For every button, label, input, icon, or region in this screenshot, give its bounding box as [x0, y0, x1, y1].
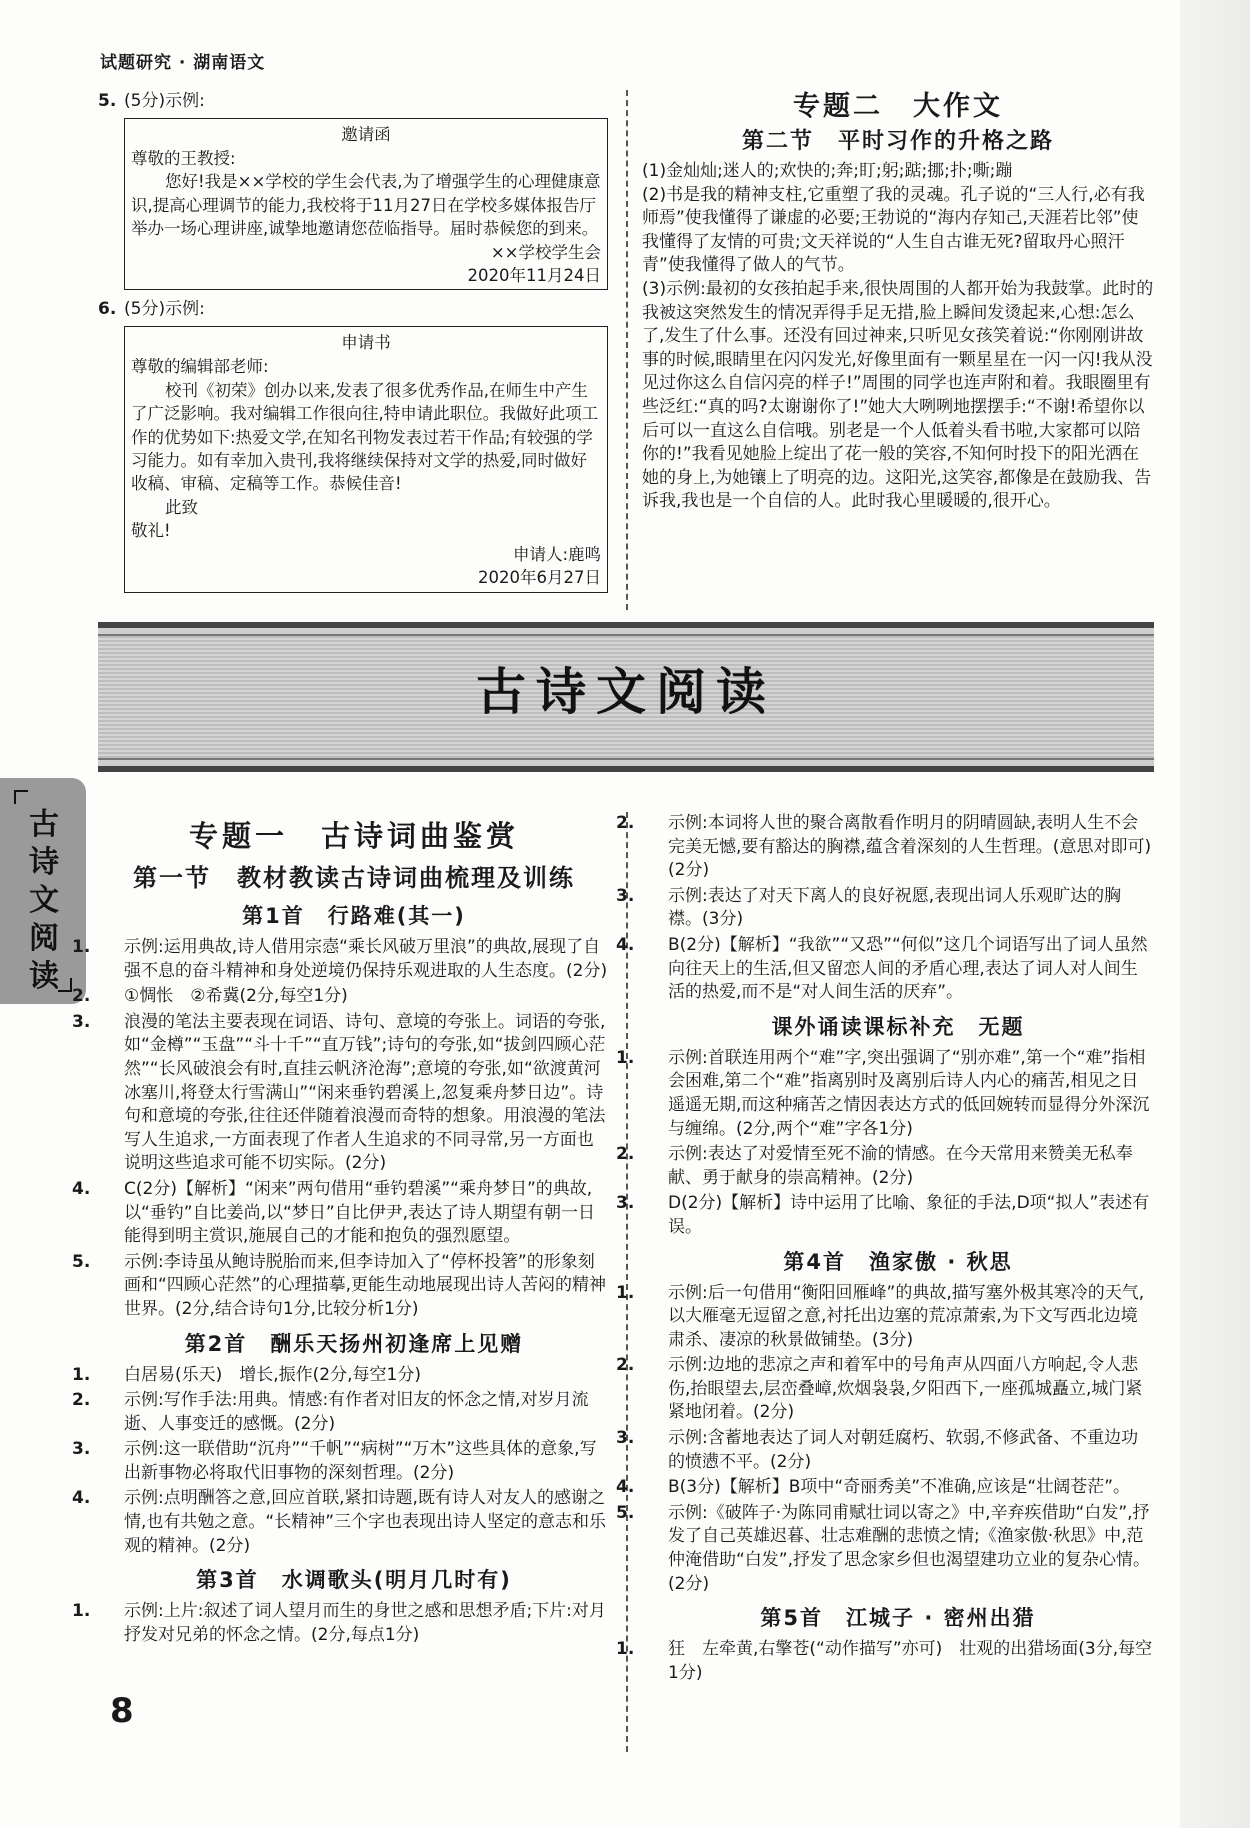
- answer-text: 浪漫的笔法主要表现在词语、诗句、意境的夸张上。词语的夸张,如“金樽”“玉盘”“斗十千”“直万钱”;诗句的夸张,如“拔剑四顾心茫然”“长风破浪会有时,直挂云帆济沧海”;意境的夸张,如“欲渡黄河冰塞川,将登太行雪满山”“闲来垂钓碧溪上,忽复乘舟梦日边”。诗句和意境的夸张,往往还伴随着浪漫而奇特的想象。用浪漫的笔法写人生追求,一方面表现了作者人生追求的不同寻常,另一方面也说明这些追求可能不切实际。(2分): [124, 1011, 606, 1174]
- question-5: [98, 90, 608, 290]
- answer-item: [616, 1143, 1154, 1190]
- side-tab: [0, 778, 86, 1004]
- column-divider-top: [626, 90, 628, 610]
- letter-body: 您好!我是××学校的学生会代表,为了增强学生的心理健康意识,提高心理调节的能力,我校将于11月27日在学校多媒体报告厅举办一场心理讲座,诚挚地邀请您莅临指导。届时恭候您的到来。: [131, 172, 601, 239]
- answer-number: 1.: [616, 1639, 635, 1660]
- answer-number: 1.: [616, 1047, 635, 1068]
- answer-text: 示例:表达了对爱情至死不渝的情感。在今天常用来赞美无私奉献、勇于献身的崇高精神。(2分): [668, 1144, 1133, 1188]
- answer-item: [72, 1251, 610, 1322]
- section-heading: 第一节 教材教读古诗词曲梳理及训练: [133, 864, 575, 892]
- answer-item: [616, 1354, 1154, 1425]
- answer-text: 示例:运用典故,诗人借用宗悫“乘长风破万里浪”的典故,展现了自强不息的奋斗精神和身处逆境仍保持乐观进取的人生态度。(2分): [124, 937, 608, 981]
- extra-poem-answers: [616, 1047, 1154, 1240]
- answer-item: [616, 1502, 1154, 1596]
- answer-text: 示例:含蓄地表达了词人对朝廷腐朽、软弱,不修武备、不重边功的愤懑不平。(2分): [668, 1428, 1139, 1472]
- answer-text: 示例:点明酬答之意,回应首联,紧扣诗题,既有诗人对友人的感谢之情,也有共勉之意。“长精神”三个字也表现出诗人坚定的意志和乐观的精神。(2分): [124, 1488, 607, 1556]
- answer-number: 4.: [72, 1488, 91, 1509]
- invitation-letter-box: [124, 118, 608, 291]
- answer-item: [72, 1389, 610, 1436]
- answer-item: [72, 1011, 610, 1176]
- answer-item: [616, 934, 1154, 1005]
- right-top-column: [642, 88, 1154, 514]
- letter-date: 2020年6月27日: [478, 568, 601, 588]
- essay-part-3: (3)示例:最初的女孩拍起手来,很快周围的人都开始为我鼓掌。此时的我被这突然发生的情况弄得手足无措,脸上瞬间发烫起来,心想:怎么了,发生了什么事。还没有回过神来,只听见女孩笑着说:“你刚刚讲故事的时候,眼睛里在闪闪发光,好像里面有一颗星星在一闪一闪!我从没见过你这么自信闪亮的样子!”周围的同学也连声附和着。我眼圈里有些泛红:“真的吗?太谢谢你了!”她大大咧咧地摆摆手:“不谢!希望你以后可以一直这么自信哦。别老是一个人低着头看书啦,大家都可以陪你的!”我看见她脸上绽出了花一般的笑容,不知何时投下的阳光洒在她的身上,为她镶上了明亮的边。这阳光,这笑容,都像是在鼓励我、告诉我,我也是一个自信的人。此时我心里暖暖的,很开心。: [642, 278, 1154, 512]
- question-number: 6.: [98, 299, 117, 320]
- question-intro: (5分)示例:: [124, 91, 205, 111]
- answer-text: B(2分)【解析】“我欲”“又恐”“何似”这几个词语写出了词人虽然向往天上的生活,但又留恋人间的矛盾心理,表达了词人对人间生活的热爱,而不是“对人间生活的厌弃”。: [668, 934, 1148, 1003]
- page-edge-shadow: [1180, 0, 1250, 1828]
- answer-number: 3.: [72, 1439, 91, 1460]
- application-letter-box: [124, 326, 608, 592]
- letter-body: 校刊《初荣》创办以来,发表了很多优秀作品,在师生中产生了广泛影响。我对编辑工作很向往,特申请此职位。我做好此项工作的优势如下:热爱文学,在知名刊物发表过若干作品;有较强的学习能力。如有幸加入贵刊,我将继续保持对文学的热爱,同时做好收稿、审稿、定稿等工作。恭候佳音!: [131, 380, 599, 494]
- answer-number: 2.: [72, 1390, 91, 1411]
- running-header: 试题研究 · 湖南语文: [100, 53, 266, 73]
- answer-number: 4.: [616, 1477, 635, 1498]
- letter-closing-salute: 敬礼!: [131, 521, 171, 541]
- answer-item: [616, 1427, 1154, 1474]
- answer-item: [72, 1600, 610, 1647]
- letter-salutation: 尊敬的王教授:: [131, 149, 236, 168]
- answer-number: 1.: [72, 1601, 91, 1622]
- topic-heading: 专题一 古诗词曲鉴赏: [188, 819, 519, 853]
- answer-number: 4.: [72, 1178, 91, 1199]
- answer-text: 白居易(乐天) 增长,振作(2分,每空1分): [124, 1364, 421, 1385]
- question-6: [98, 298, 608, 592]
- poem-2-answers: [72, 1364, 610, 1559]
- poem-heading-4: 第4首 渔家傲 · 秋思: [783, 1249, 1013, 1274]
- letter-salutation: 尊敬的编辑部老师:: [131, 357, 269, 377]
- question-number: 5.: [98, 91, 117, 111]
- answer-item: [72, 1487, 610, 1558]
- poem-3-answers: [72, 1600, 610, 1647]
- answer-number: 1.: [616, 1282, 635, 1303]
- answer-item: [616, 885, 1154, 932]
- poem-heading-3: 第3首 水调歌头(明月几时有): [196, 1568, 512, 1593]
- answer-number: 1.: [72, 937, 91, 957]
- answer-text: 示例:写作手法:用典。情感:有作者对旧友的怀念之情,对岁月流逝、人事变迁的感慨。(2分): [124, 1390, 589, 1434]
- answer-number: 5.: [72, 1251, 91, 1272]
- answer-text: 示例:上片:叙述了词人望月而生的身世之感和思想矛盾;下片:对月抒发对兄弟的怀念之情。(2分,每点1分): [124, 1601, 606, 1645]
- answer-text: 示例:李诗虽从鲍诗脱胎而来,但李诗加入了“停杯投箸”的形象刻画和“四顾心茫然”的心理描摹,更能生动地展现出诗人苦闷的精神世界。(2分,结合诗句1分,比较分析1分): [124, 1251, 607, 1319]
- answer-text: 示例:边地的悲凉之声和着军中的号角声从四面八方响起,令人悲伤,抬眼望去,层峦叠嶂,炊烟袅袅,夕阳西下,一座孤城矗立,城门紧紧地闭着。(2分): [668, 1355, 1143, 1423]
- answer-number: 3.: [72, 1011, 91, 1032]
- topic-heading: 专题二 大作文: [793, 91, 1003, 122]
- answer-text: ①惆怅 ②希冀(2分,每空1分): [124, 986, 348, 1007]
- essay-part-1: (1)金灿灿;迷人的;欢快的;奔;盯;躬;踮;挪;扑;嘶;蹦: [642, 161, 1013, 181]
- answer-number: 2.: [72, 986, 91, 1007]
- section-banner: [98, 622, 1154, 772]
- answer-item: [616, 1476, 1154, 1500]
- answer-item: [616, 1282, 1154, 1353]
- letter-title: 申请书: [341, 333, 391, 353]
- poem-5-answers: [616, 1638, 1154, 1685]
- right-bottom-column: [616, 812, 1154, 1687]
- answer-number: 2.: [616, 813, 635, 833]
- page-number: 8: [110, 1691, 134, 1731]
- answer-number: 3.: [616, 1428, 635, 1449]
- answer-text: B(3分)【解析】B项中“奇丽秀美”不准确,应该是“壮阔苍茫”。: [668, 1477, 1131, 1498]
- answer-text: 示例:后一句借用“衡阳回雁峰”的典故,描写塞外极其寒冷的天气,以大雁毫无逗留之意,衬托出边塞的荒凉萧索,为下文写西北边境肃杀、凄凉的秋景做铺垫。(3分): [668, 1282, 1145, 1350]
- answer-number: 2.: [616, 1144, 635, 1165]
- letter-closing: 此致: [165, 497, 198, 517]
- bracket-icon: [14, 790, 28, 804]
- answer-item: [616, 1638, 1154, 1685]
- answer-text: 狂 左牵黄,右擎苍(“动作描写”亦可) 壮观的出猎场面(3分,每空1分): [668, 1639, 1153, 1683]
- answer-text: 示例:首联连用两个“难”字,突出强调了“别亦难”,第一个“难”指相会困难,第二个“难”指离别时及离别后诗人内心的痛苦,相见之日遥遥无期,而这种痛苦之情因表达方式的低回婉转而显得分外深沉与缠绵。(2分,两个“难”字各1分): [668, 1047, 1150, 1139]
- answer-text: 示例:本词将人世的聚合离散看作明月的阴晴圆缺,表明人生不会完美无憾,要有豁达的胸襟,蕴含着深刻的人生哲理。(意思对即可)(2分): [668, 813, 1152, 881]
- poem-heading-5: 第5首 江城子 · 密州出猎: [760, 1606, 1036, 1631]
- answer-text: 示例:《破阵子·为陈同甫赋壮词以寄之》中,辛弃疾借助“白发”,抒发了自己英雄迟暮、壮志难酬的悲愤之情;《渔家傲·秋思》中,范仲淹借助“白发”,抒发了思念家乡但也渴望建功立业的复杂心情。(2分): [668, 1502, 1151, 1594]
- essay-part-2: (2)书是我的精神支柱,它重塑了我的灵魂。孔子说的“三人行,必有我师焉”使我懂得了谦虚的必要;王勃说的“海内存知己,天涯若比邻”使我懂得了友情的可贵;文天祥说的“人生自古谁无死?留取丹心照汗青”使我懂得了做人的气节。: [642, 184, 1145, 276]
- poem-4-answers: [616, 1282, 1154, 1597]
- answer-item: [72, 1364, 610, 1388]
- answer-item: [616, 812, 1154, 883]
- answer-item: [72, 985, 610, 1009]
- answer-number: 4.: [616, 934, 635, 955]
- letter-signer: 申请人:鹿鸣: [512, 544, 601, 564]
- answer-number: 2.: [616, 1355, 635, 1376]
- answer-number: 1.: [72, 1364, 91, 1385]
- letter-date: 2020年11月24日: [467, 266, 601, 286]
- left-bottom-column: [72, 816, 610, 1649]
- answer-item: [616, 1047, 1154, 1141]
- extra-poem-heading: 课外诵读课标补充 无题: [771, 1014, 1025, 1039]
- letter-title: 邀请函: [341, 124, 391, 144]
- answer-text: D(2分)【解析】诗中运用了比喻、象征的手法,D项“拟人”表述有误。: [668, 1193, 1150, 1237]
- answer-item: [72, 1438, 610, 1485]
- bracket-icon: [58, 978, 72, 992]
- section-heading: 第二节 平时习作的升格之路: [741, 129, 1054, 154]
- poem-1-answers: [72, 936, 610, 1322]
- answer-item: [72, 936, 610, 983]
- question-intro: (5分)示例:: [124, 299, 205, 320]
- poem-3-answers-cont: [616, 812, 1154, 1005]
- poem-heading-2: 第2首 酬乐天扬州初逢席上见赠: [184, 1331, 524, 1356]
- answer-item: [616, 1192, 1154, 1239]
- answer-number: 3.: [616, 885, 635, 906]
- banner-title: 古诗文阅读: [476, 663, 776, 721]
- answer-item: [72, 1178, 610, 1249]
- side-tab-label: 古诗文阅读: [29, 807, 59, 994]
- left-top-column: [98, 90, 608, 599]
- answer-number: 3.: [616, 1193, 635, 1214]
- answer-text: 示例:表达了对天下离人的良好祝愿,表现出词人乐观旷达的胸襟。(3分): [668, 885, 1122, 930]
- answer-text: C(2分)【解析】“闲来”两句借用“垂钓碧溪”“乘舟梦日”的典故,以“垂钓”自比姜尚,以“梦日”自比伊尹,表达了诗人期望有朝一日能得到明主赏识,施展自己的才能和抱负的强烈愿望。: [124, 1178, 596, 1247]
- poem-heading-1: 第1首 行路难(其一): [242, 904, 466, 928]
- letter-signer: ××学校学生会: [490, 242, 601, 262]
- answer-number: 5.: [616, 1502, 635, 1523]
- answer-text: 示例:这一联借助“沉舟”“千帆”“病树”“万木”这些具体的意象,写出新事物必将取代旧事物的深刻哲理。(2分): [124, 1439, 597, 1483]
